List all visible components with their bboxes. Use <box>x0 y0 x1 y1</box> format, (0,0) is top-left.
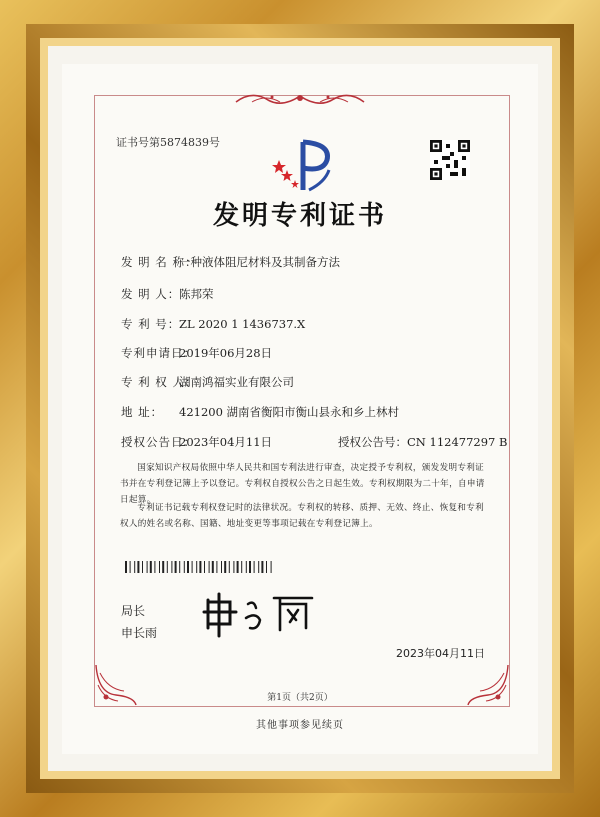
footer-note: 其他事项参见续页 <box>256 720 344 731</box>
qr-code-icon <box>430 140 470 180</box>
field-label: 专利申请日： <box>121 346 196 360</box>
field-label: 专 利 权 人： <box>121 375 198 389</box>
top-ornament-icon <box>232 88 368 108</box>
field-application-date <box>121 345 272 361</box>
field-label: 地 址： <box>121 405 164 419</box>
field-label: 专 利 号： <box>121 317 181 331</box>
field-value: 湖南鸿福实业有限公司 <box>179 375 294 389</box>
field-invention-name <box>121 254 340 270</box>
grant-statement-paragraph: 国家知识产权局依照中华人民共和国专利法进行审查，决定授予专利权，颁发发明专利证书并在专利登记簿上予以登记。专利权自授权公告之日起生效。专利权期限为二十年，自申请日起算。 <box>120 463 485 505</box>
field-value: 陈邦荣 <box>179 287 214 301</box>
director-name: 申长雨 <box>121 626 158 640</box>
field-label: 发 明 名 称： <box>121 255 198 269</box>
field-address <box>121 404 399 420</box>
field-inventor <box>121 286 214 302</box>
field-value: 421200 湖南省衡阳市衡山县永和乡上林村 <box>179 405 400 419</box>
director-title: 局长 <box>121 604 146 618</box>
field-label: 授权公告号： <box>338 435 407 449</box>
field-grant-number <box>338 434 507 450</box>
field-value: 一种液体阻尼材料及其制备方法 <box>179 255 340 269</box>
legal-status-paragraph: 专利证书记载专利权登记时的法律状况。专利权的转移、质押、无效、终止、恢复和专利权人的姓名或名称、国籍、地址变更等事项记载在专利登记簿上。 <box>120 503 485 529</box>
page-number: 第1页（共2页） <box>267 693 333 703</box>
certificate-title: 发明专利证书 <box>212 201 387 231</box>
field-value: 2019年06月28日 <box>179 346 273 360</box>
field-value: 2023年04月11日 <box>179 435 273 449</box>
patent-office-logo-icon <box>265 138 341 196</box>
director-signature-icon <box>200 590 320 638</box>
certificate-number: 证书号第5874839号 <box>116 136 220 149</box>
field-label: 发 明 人： <box>121 287 181 301</box>
field-grant-date <box>121 434 272 450</box>
field-value: ZL 2020 1 1436737.X <box>179 317 306 331</box>
signature-date: 2023年04月11日 <box>396 647 485 660</box>
barcode-icon <box>125 561 275 573</box>
field-value: CN 112477297 B <box>407 435 508 449</box>
field-label: 授权公告日： <box>121 435 196 449</box>
field-patentee <box>121 374 294 390</box>
field-patent-number <box>121 316 305 332</box>
